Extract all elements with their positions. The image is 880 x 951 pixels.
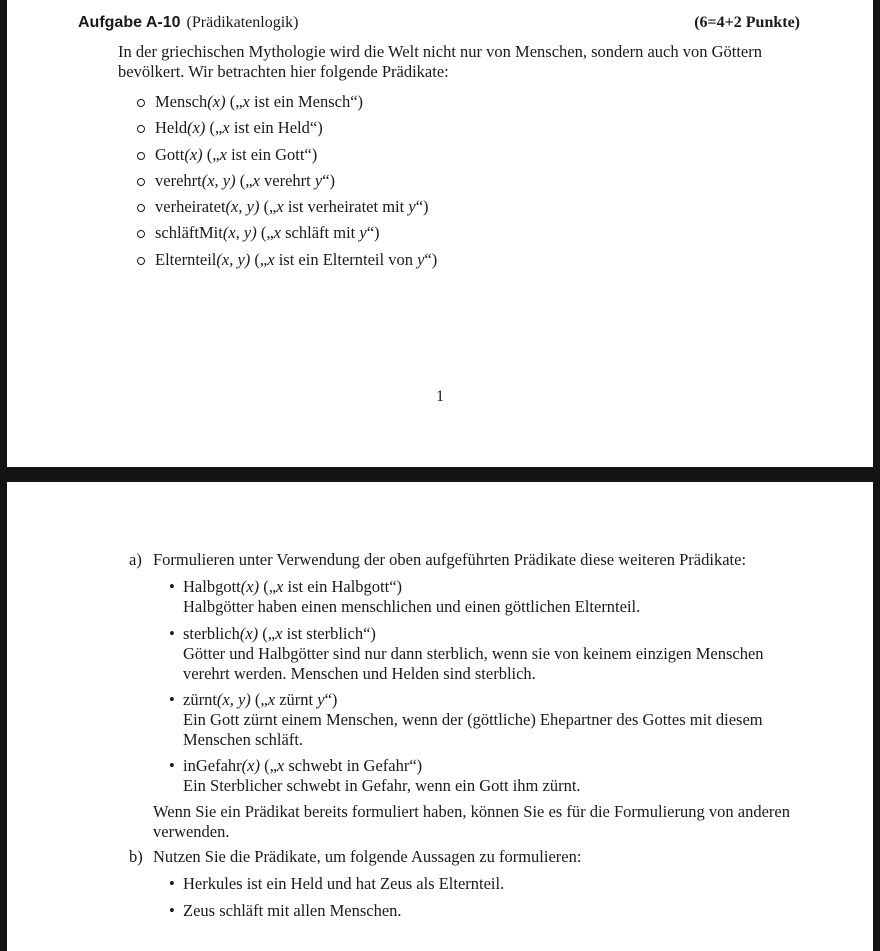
predicate-item: Mensch(x) („x ist ein Mensch“) [137, 92, 437, 118]
circle-bullet-icon [137, 257, 145, 265]
task-points: (6=4+2 Punkte) [694, 14, 800, 31]
predicate-item: schläftMit(x, y) („x schläft mit y“) [137, 223, 437, 249]
bullet-icon: • [169, 874, 175, 893]
predicate-item: Gott(x) („x ist ein Gott“) [137, 145, 437, 171]
page-number: 1 [436, 388, 444, 405]
circle-bullet-icon [137, 230, 145, 238]
predicate-list [137, 92, 437, 276]
bullet-icon: • [169, 690, 175, 709]
task-topic: (Prädikatenlogik) [186, 14, 299, 31]
predicate-item: verheiratet(x, y) („x ist verheiratet mit y“) [137, 197, 437, 223]
predicate-item: verehrt(x, y) („x verehrt y“) [137, 171, 437, 197]
bullet-icon: • [169, 624, 175, 643]
circle-bullet-icon [137, 99, 145, 107]
circle-bullet-icon [137, 152, 145, 160]
circle-bullet-icon [137, 178, 145, 186]
document-page-2: a) Formulieren unter Verwendung der oben aufgeführten Prädikate diese weiteren Prädikate: • Halbgott(x) („x ist ein Halbgott“) Halbgötter haben einen menschlichen und einen göttlichen Elternteil. • sterblich(x) („x ist sterblich“) Götter und Halbgötter sind nur dann sterblich, wenn sie von keinem einzigen Menschen verehrt werden. Menschen und Helden sind sterblich. • zürnt(x, y) („x zürnt y“) Ein Gott zürnt einem Menschen, wenn der (göttliche) Ehepartner des Gottes mit diesem Menschen schläft. • inGefahr(x) („x schwebt in Gefahr“) Ein Sterblicher schwebt in Gefahr, wenn ein Gott ihm zürnt. Wenn Sie ein Prädikat bereits formuliert haben, können Sie es für die Formulierung von anderen verwenden. b) Nutzen Sie die Prädikate, um folgende Aussagen zu formulieren: • Herkules ist ein Held und hat Zeus als Elternteil. • Zeus schläft mit allen Menschen. [7, 482, 873, 951]
task-a-label: a) [129, 550, 142, 569]
bullet-icon: • [169, 577, 175, 596]
task-a-closing-note: Wenn Sie ein Prädikat bereits formuliert haben, können Sie es für die Formulierung von anderen verwenden. [153, 802, 790, 841]
document-page-1 [7, 0, 873, 467]
bullet-icon: • [169, 901, 175, 920]
task-a-text: Formulieren unter Verwendung der oben aufgeführten Prädikate diese weiteren Prädikate: [153, 550, 747, 569]
task-b-label: b) [129, 847, 143, 866]
predicate-item: Held(x) („x ist ein Held“) [137, 118, 437, 144]
circle-bullet-icon [137, 125, 145, 133]
task-header [78, 14, 800, 32]
task-b-text: Nutzen Sie die Prädikate, um folgende Aussagen zu formulieren: [153, 847, 582, 866]
predicate-item: Elternteil(x, y) („x ist ein Elternteil von y“) [137, 250, 437, 276]
bullet-icon: • [169, 756, 175, 775]
task-title: Aufgabe A-10 [78, 14, 181, 31]
circle-bullet-icon [137, 204, 145, 212]
intro-paragraph: In der griechischen Mythologie wird die Welt nicht nur von Menschen, sondern auch von Göttern bevölkert. Wir betrachten hier folgende Prädikate: [118, 42, 762, 81]
